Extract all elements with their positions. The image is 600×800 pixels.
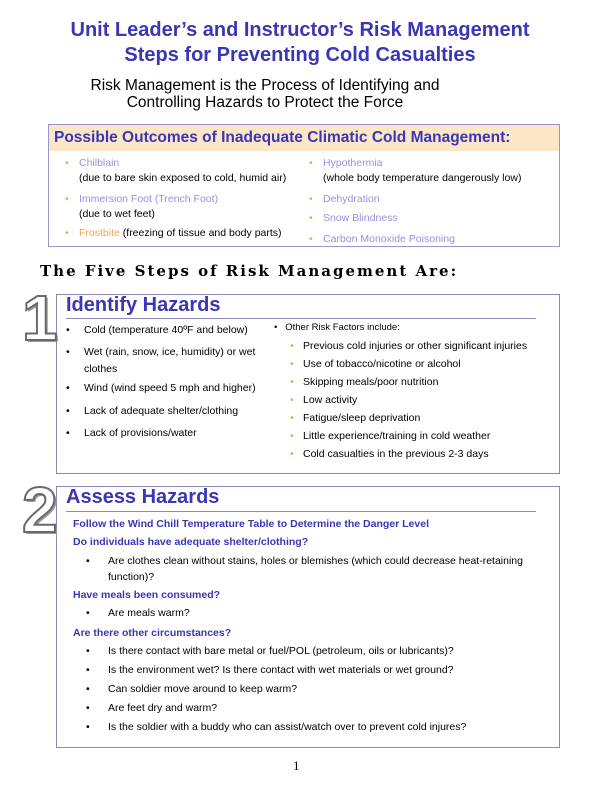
page-title-line2: Steps for Preventing Cold Casualties — [124, 44, 476, 66]
risk-factor-text: Use of tobacco/nicotine or alcohol — [303, 358, 461, 370]
outcome-snow-blindness — [309, 211, 553, 226]
bullet-icon: • — [86, 664, 90, 676]
bullet-icon: • — [65, 157, 69, 169]
hazard-item — [66, 425, 274, 442]
bullet-icon: • — [66, 382, 70, 394]
assess-answer — [86, 553, 548, 585]
assess-answer-text: Are clothes clean without stains, holes or blemishes (which could decrease heat-retaining function)? — [108, 555, 523, 583]
hazard-text-cont: clothes — [84, 363, 118, 375]
assess-answer — [86, 605, 548, 621]
assess-answer — [86, 700, 548, 716]
bullet-icon: • — [309, 193, 313, 205]
bullet-icon: • — [309, 157, 313, 169]
risk-factor-item — [290, 357, 553, 372]
risk-factor-text: Cold casualties in the previous 2-3 days — [303, 448, 489, 460]
bullet-icon: • — [66, 427, 70, 439]
risk-factor-text: Previous cold injuries or other significant injuries — [303, 340, 528, 352]
bullet-icon: • — [290, 448, 294, 460]
step1-divider — [66, 318, 536, 319]
hazard-text: Cold (temperature 40ºF and below) — [84, 324, 248, 336]
outcomes-heading: Possible Outcomes of Inadequate Climatic Cold Management: — [49, 125, 559, 151]
bullet-icon: • — [309, 233, 313, 245]
page-subtitle-line2: Controlling Hazards to Protect the Force — [126, 94, 404, 111]
assess-answer — [86, 719, 548, 735]
outcome-desc: (due to bare skin exposed to cold, humid air) — [79, 172, 287, 184]
assess-answer-text: Is the soldier with a buddy who can assist/watch over to prevent cold injures? — [108, 721, 467, 733]
hazard-item — [66, 380, 274, 397]
outcome-hypothermia — [309, 156, 553, 186]
bullet-icon: • — [86, 702, 90, 714]
outcome-name: Carbon Monoxide Poisoning — [323, 233, 455, 245]
bullet-icon: • — [290, 430, 294, 442]
risk-factor-text: Skipping meals/poor nutrition — [303, 376, 439, 388]
bullet-icon: • — [86, 555, 90, 567]
other-risk-factors-text: Other Risk Factors include: — [285, 322, 400, 333]
outcome-dehydration — [309, 192, 553, 207]
outcome-desc: (whole body temperature dangerously low) — [323, 172, 522, 184]
assess-answer — [86, 662, 548, 678]
assess-answer — [86, 681, 548, 697]
risk-factor-item — [290, 339, 553, 354]
assess-answer — [86, 643, 548, 659]
bullet-icon: • — [86, 645, 90, 657]
five-steps-heading: The Five Steps of Risk Management Are: — [40, 262, 459, 280]
step2-divider — [66, 511, 536, 512]
assess-question: Do individuals have adequate shelter/clothing? — [73, 536, 309, 548]
risk-factor-text: Little experience/training in cold weather — [303, 430, 491, 442]
assess-question: Are there other circumstances? — [73, 627, 232, 639]
outcome-carbon-monoxide — [309, 232, 553, 247]
other-risk-factors-label — [274, 322, 400, 333]
bullet-icon: • — [290, 376, 294, 388]
hazard-text: Wind (wind speed 5 mph and higher) — [84, 382, 256, 394]
bullet-icon: • — [86, 607, 90, 619]
bullet-icon: • — [66, 324, 70, 336]
page-subtitle — [0, 77, 530, 111]
step2-number: 2 — [22, 474, 58, 546]
hazard-text: Lack of provisions/water — [84, 427, 197, 439]
page-title — [0, 18, 600, 68]
risk-factor-item — [290, 447, 553, 462]
assess-answer-text: Are meals warm? — [108, 607, 190, 619]
outcome-name: Frostbite — [79, 227, 120, 239]
step1-number: 1 — [22, 282, 58, 354]
bullet-icon: • — [290, 394, 294, 406]
assess-answer-text: Is the environment wet? Is there contact with wet materials or wet ground? — [108, 664, 454, 676]
outcome-desc: (due to wet feet) — [79, 208, 155, 220]
assess-question: Have meals been consumed? — [73, 589, 221, 601]
step1-title: Identify Hazards — [66, 294, 221, 316]
page-number: 1 — [293, 758, 300, 773]
risk-factor-item — [290, 429, 553, 444]
outcome-name: Immersion Foot (Trench Foot) — [79, 193, 219, 205]
outcome-immersion-foot — [65, 192, 319, 222]
bullet-icon: • — [274, 322, 278, 333]
bullet-icon: • — [290, 340, 294, 352]
bullet-icon: • — [65, 227, 69, 239]
page-subtitle-line1: Risk Management is the Process of Identifying and — [90, 77, 440, 94]
hazard-item — [66, 344, 274, 378]
outcome-frostbite — [65, 226, 319, 241]
bullet-icon: • — [290, 412, 294, 424]
bullet-icon: • — [86, 721, 90, 733]
risk-factor-text: Fatigue/sleep deprivation — [303, 412, 421, 424]
outcome-name: Snow Blindness — [323, 212, 398, 224]
outcome-name: Dehydration — [323, 193, 380, 205]
outcome-desc: (freezing of tissue and body parts) — [119, 227, 282, 239]
risk-factor-item — [290, 375, 553, 390]
risk-factor-text: Low activity — [303, 394, 358, 406]
assess-answer-text: Can soldier move around to keep warm? — [108, 683, 298, 695]
risk-factor-item — [290, 393, 553, 408]
bullet-icon: • — [290, 358, 294, 370]
page-title-line1: Unit Leader’s and Instructor’s Risk Management — [70, 19, 530, 41]
bullet-icon: • — [65, 193, 69, 205]
risk-factor-item — [290, 411, 553, 426]
assess-answer-text: Are feet dry and warm? — [108, 702, 218, 714]
outcome-chilblain — [65, 156, 319, 186]
assess-answer-text: Is there contact with bare metal or fuel/POL (petroleum, oils or lubricants)? — [108, 645, 454, 657]
bullet-icon: • — [66, 346, 70, 358]
bullet-icon: • — [309, 212, 313, 224]
step2-title: Assess Hazards — [66, 486, 220, 508]
hazard-text: Lack of adequate shelter/clothing — [84, 405, 239, 417]
hazard-text: Wet (rain, snow, ice, humidity) or wet — [84, 346, 256, 358]
outcome-name: Chilblain — [79, 157, 120, 169]
bullet-icon: • — [86, 683, 90, 695]
bullet-icon: • — [66, 405, 70, 417]
hazard-item — [66, 403, 274, 420]
hazard-item — [66, 322, 274, 339]
outcome-name: Hypothermia — [323, 157, 383, 169]
assess-question: Follow the Wind Chill Temperature Table to Determine the Danger Level — [73, 518, 429, 530]
